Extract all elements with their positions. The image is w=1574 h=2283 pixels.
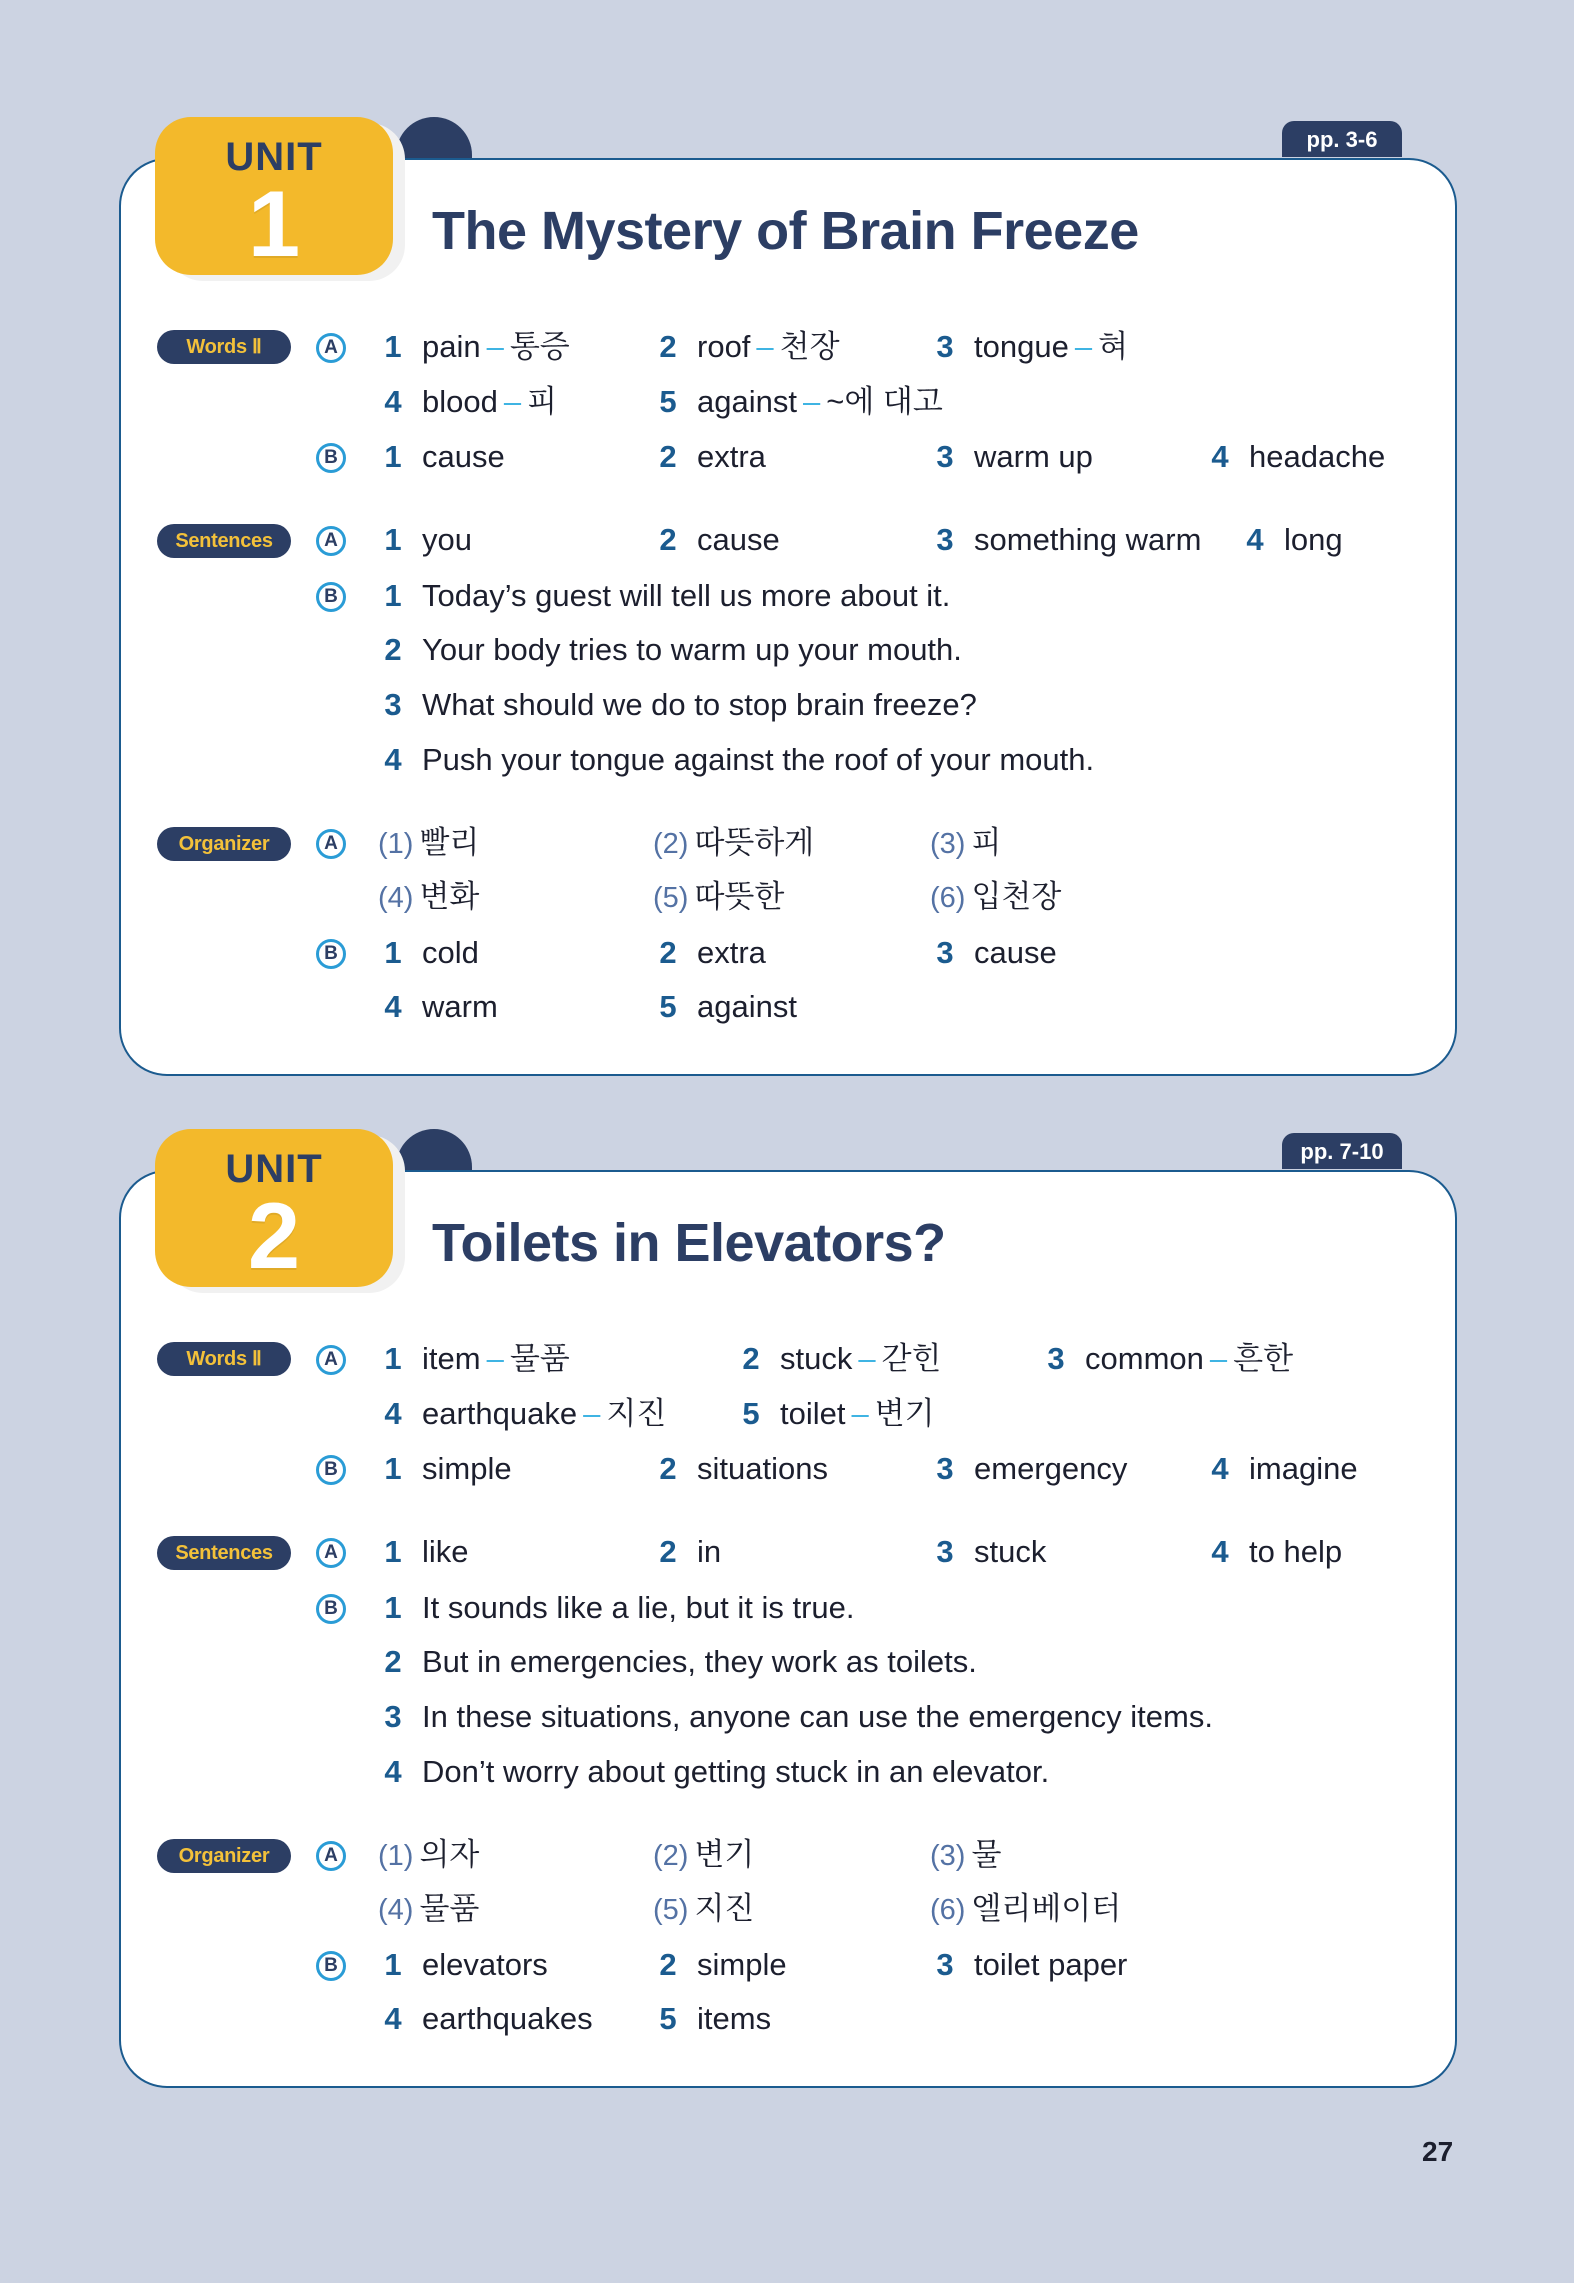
item-number: 3 [936, 1451, 954, 1486]
answer-text: long [1284, 522, 1343, 557]
item-number: 2 [742, 1341, 760, 1376]
item-number: 3 [936, 1947, 954, 1982]
word-item: 3 common – 흔한 [1041, 1341, 1293, 1377]
item-number: 3 [936, 329, 954, 364]
item-number: (6) [930, 882, 966, 914]
sentence-text: Push your tongue against the roof of your mouth. [422, 742, 1095, 777]
word-item: 5 toilet – 변기 [736, 1396, 935, 1432]
answer-item [1240, 522, 1343, 558]
answer-card [119, 1170, 1457, 2088]
item-number: (2) [653, 1840, 689, 1872]
word-english: roof [697, 329, 751, 364]
answer-card [119, 158, 1457, 1076]
word-item: 5 against – ~에 대고 [653, 384, 943, 420]
answer-text: something warm [974, 522, 1202, 557]
circle-b-icon: B [316, 939, 346, 969]
unit-number: 1 [247, 171, 301, 276]
item-number: 3 [384, 1699, 402, 1734]
word-korean: 갇힌 [881, 1341, 942, 1376]
item-number: (2) [653, 828, 689, 860]
item-number: (5) [653, 882, 689, 914]
answer-text: in [697, 1534, 722, 1569]
item-number: 1 [384, 1947, 402, 1982]
word-item: 4 earthquake – 지진 [378, 1396, 666, 1432]
item-number: 4 [1246, 522, 1264, 557]
answer-text: imagine [1249, 1451, 1358, 1486]
sentence-text: It sounds like a lie, but it is true. [422, 1590, 855, 1625]
word-korean: ~에 대고 [826, 384, 943, 419]
answer-text: headache [1249, 439, 1386, 474]
unit-1-section [0, 0, 1574, 1024]
sentence-text: Your body tries to warm up your mouth. [422, 632, 962, 667]
sentence-text: Today’s guest will tell us more about it. [422, 578, 951, 613]
item-number: 4 [384, 2001, 402, 2036]
answer-text: 의자 [419, 1837, 480, 1872]
answer-text: 따뜻한 [694, 879, 785, 914]
organizer-item [378, 1837, 479, 1874]
answer-text: 지진 [694, 1891, 755, 1926]
item-number: 1 [384, 935, 402, 970]
item-number: 4 [384, 742, 402, 777]
word-item: 4 blood – 피 [378, 384, 557, 420]
unit-label: UNIT [225, 1147, 323, 1191]
item-number: 2 [659, 329, 677, 364]
circle-a-icon: A [316, 333, 346, 363]
item-number: 2 [384, 632, 402, 667]
organizer-item [930, 1891, 1121, 1928]
item-number: 4 [384, 384, 402, 419]
item-number: 1 [384, 1590, 402, 1625]
circle-a-icon: A [316, 1345, 346, 1375]
word-english: item [422, 1341, 481, 1376]
organizer-item [653, 825, 814, 862]
item-number: 2 [659, 1947, 677, 1982]
item-number: 1 [384, 1534, 402, 1569]
word-english: pain [422, 329, 481, 364]
answer-text: 변화 [419, 879, 480, 914]
answer-text: cold [422, 935, 479, 970]
answer-text: earthquakes [422, 2001, 593, 2036]
sentence-item [378, 632, 962, 668]
answer-item [653, 439, 766, 475]
organizer-item [378, 1891, 479, 1928]
circle-a-icon: A [316, 829, 346, 859]
circle-b-icon: B [316, 1594, 346, 1624]
sentence-item [378, 1754, 1049, 1790]
organizer-item [930, 825, 1001, 862]
organizer-item [378, 825, 479, 862]
organizer-item [653, 1837, 754, 1874]
answer-text: 엘리베이터 [971, 1891, 1122, 1926]
word-english: tongue [974, 329, 1069, 364]
answer-text: cause [422, 439, 505, 474]
sentence-item [378, 1590, 855, 1626]
item-number: (6) [930, 1894, 966, 1926]
item-number: 5 [659, 2001, 677, 2036]
item-number: 2 [659, 439, 677, 474]
answer-text: situations [697, 1451, 828, 1486]
answer-text: stuck [974, 1534, 1047, 1569]
unit-label: UNIT [225, 135, 323, 179]
organizer-item [653, 879, 784, 916]
answer-text: items [697, 2001, 772, 2036]
answer-text: extra [697, 935, 766, 970]
page-number: 27 [1422, 2136, 1454, 2167]
answer-text: cause [697, 522, 780, 557]
unit-badge [155, 117, 393, 275]
answer-text: you [422, 522, 472, 557]
word-item: 1 pain – 통증 [378, 329, 570, 365]
circle-b-icon: B [316, 1455, 346, 1485]
item-number: 1 [384, 329, 402, 364]
answer-item [930, 1947, 1127, 1983]
item-number: 1 [384, 439, 402, 474]
answer-text: 따뜻하게 [694, 825, 815, 860]
word-korean: 지진 [606, 1396, 667, 1431]
item-number: 4 [1211, 1534, 1229, 1569]
item-number: 2 [659, 935, 677, 970]
circle-a-icon: A [316, 1538, 346, 1568]
item-number: 1 [384, 522, 402, 557]
sentence-item [378, 578, 950, 614]
organizer-item [930, 1837, 1001, 1874]
word-korean: 흔한 [1233, 1341, 1294, 1376]
answer-item [930, 439, 1093, 475]
organizer-item [930, 879, 1061, 916]
circle-b-icon: B [316, 443, 346, 473]
sentence-item [378, 687, 977, 723]
answer-text: extra [697, 439, 766, 474]
answer-text: elevators [422, 1947, 548, 1982]
item-number: 1 [384, 1451, 402, 1486]
item-number: 3 [1047, 1341, 1065, 1376]
item-number: (4) [378, 882, 414, 914]
item-number: 4 [1211, 1451, 1229, 1486]
answer-item [378, 1451, 512, 1487]
sentence-text: What should we do to stop brain freeze? [422, 687, 977, 722]
answer-item [378, 935, 479, 971]
unit-number: 2 [247, 1183, 301, 1288]
sentences-label: Sentences [157, 1536, 291, 1570]
words-label: Words Ⅱ [157, 330, 291, 364]
answer-item [653, 1451, 828, 1487]
unit-2-section [0, 1012, 1574, 2036]
answer-item [378, 1534, 469, 1570]
item-number: 2 [659, 1451, 677, 1486]
word-item: 2 stuck – 갇힌 [736, 1341, 942, 1377]
item-number: 3 [936, 1534, 954, 1569]
answer-item [1205, 1451, 1358, 1487]
answer-item [1205, 1534, 1342, 1570]
words-label: Words Ⅱ [157, 1342, 291, 1376]
sentence-text: But in emergencies, they work as toilets. [422, 1644, 977, 1679]
circle-a-icon: A [316, 526, 346, 556]
organizer-label: Organizer [157, 1839, 291, 1873]
answer-text: against [697, 989, 797, 1024]
sentence-item [378, 1699, 1213, 1735]
word-korean: 혀 [1098, 329, 1129, 364]
item-number: (1) [378, 1840, 414, 1872]
answer-item [930, 1451, 1127, 1487]
circle-b-icon: B [316, 582, 346, 612]
answer-text: like [422, 1534, 469, 1569]
word-english: stuck [780, 1341, 853, 1376]
word-english: against [697, 384, 797, 419]
item-number: 4 [384, 1754, 402, 1789]
item-number: 4 [384, 989, 402, 1024]
unit-badge [155, 1129, 393, 1287]
word-english: blood [422, 384, 498, 419]
item-number: (4) [378, 1894, 414, 1926]
word-korean: 천장 [779, 329, 840, 364]
sentence-item [378, 1644, 977, 1680]
answer-text: warm [422, 989, 498, 1024]
answer-text: simple [422, 1451, 512, 1486]
sentences-label: Sentences [157, 524, 291, 558]
item-number: 1 [384, 1341, 402, 1376]
circle-b-icon: B [316, 1951, 346, 1981]
word-korean: 피 [527, 384, 558, 419]
item-number: (5) [653, 1894, 689, 1926]
answer-item [653, 522, 780, 558]
word-english: toilet [780, 1396, 846, 1431]
unit-title: Toilets in Elevators? [432, 1213, 946, 1273]
item-number: 3 [384, 687, 402, 722]
answer-text: emergency [974, 1451, 1128, 1486]
answer-item [653, 935, 766, 971]
organizer-item [378, 879, 479, 916]
word-item: 1 item – 물품 [378, 1341, 570, 1377]
word-english: earthquake [422, 1396, 578, 1431]
item-number: 2 [659, 522, 677, 557]
answer-item [378, 522, 472, 558]
answer-item [653, 1534, 721, 1570]
answer-text: 물 [971, 1837, 1002, 1872]
answer-text: 변기 [694, 1837, 755, 1872]
answer-item [930, 1534, 1046, 1570]
answer-item [378, 1947, 548, 1983]
item-number: 3 [936, 522, 954, 557]
answer-item [653, 1947, 787, 1983]
answer-text: toilet paper [974, 1947, 1128, 1982]
answer-text: 물품 [419, 1891, 480, 1926]
organizer-item [653, 1891, 754, 1928]
item-number: (3) [930, 828, 966, 860]
word-korean: 변기 [874, 1396, 935, 1431]
sentence-text: In these situations, anyone can use the emergency items. [422, 1699, 1213, 1734]
answer-text: 빨리 [419, 825, 480, 860]
item-number: 5 [742, 1396, 760, 1431]
answer-item [930, 935, 1057, 971]
item-number: 2 [659, 1534, 677, 1569]
answer-text: simple [697, 1947, 787, 1982]
sentence-text: Don’t worry about getting stuck in an elevator. [422, 1754, 1050, 1789]
answer-item [378, 439, 505, 475]
sentence-item [378, 742, 1094, 778]
answer-item [653, 2001, 771, 2037]
item-number: 1 [384, 578, 402, 613]
item-number: 4 [1211, 439, 1229, 474]
answer-item [378, 2001, 593, 2037]
item-number: 5 [659, 384, 677, 419]
answer-item [930, 522, 1201, 558]
page-range-tag: pp. 7-10 [1282, 1133, 1402, 1169]
item-number: (3) [930, 1840, 966, 1872]
item-number: 3 [936, 935, 954, 970]
word-korean: 통증 [509, 329, 570, 364]
answer-text: warm up [974, 439, 1093, 474]
item-number: 5 [659, 989, 677, 1024]
organizer-label: Organizer [157, 827, 291, 861]
word-item: 2 roof – 천장 [653, 329, 840, 365]
circle-a-icon: A [316, 1841, 346, 1871]
answer-text: 입천장 [971, 879, 1062, 914]
answer-text: cause [974, 935, 1057, 970]
answer-text: 피 [971, 825, 1002, 860]
unit-title: The Mystery of Brain Freeze [432, 201, 1139, 261]
item-number: 3 [936, 439, 954, 474]
item-number: (1) [378, 828, 414, 860]
page-range-tag: pp. 3-6 [1282, 121, 1402, 157]
item-number: 2 [384, 1644, 402, 1679]
item-number: 4 [384, 1396, 402, 1431]
answer-item [1205, 439, 1385, 475]
word-english: common [1085, 1341, 1204, 1376]
answer-text: to help [1249, 1534, 1343, 1569]
word-item: 3 tongue – 혀 [930, 329, 1128, 365]
word-korean: 물품 [509, 1341, 570, 1376]
